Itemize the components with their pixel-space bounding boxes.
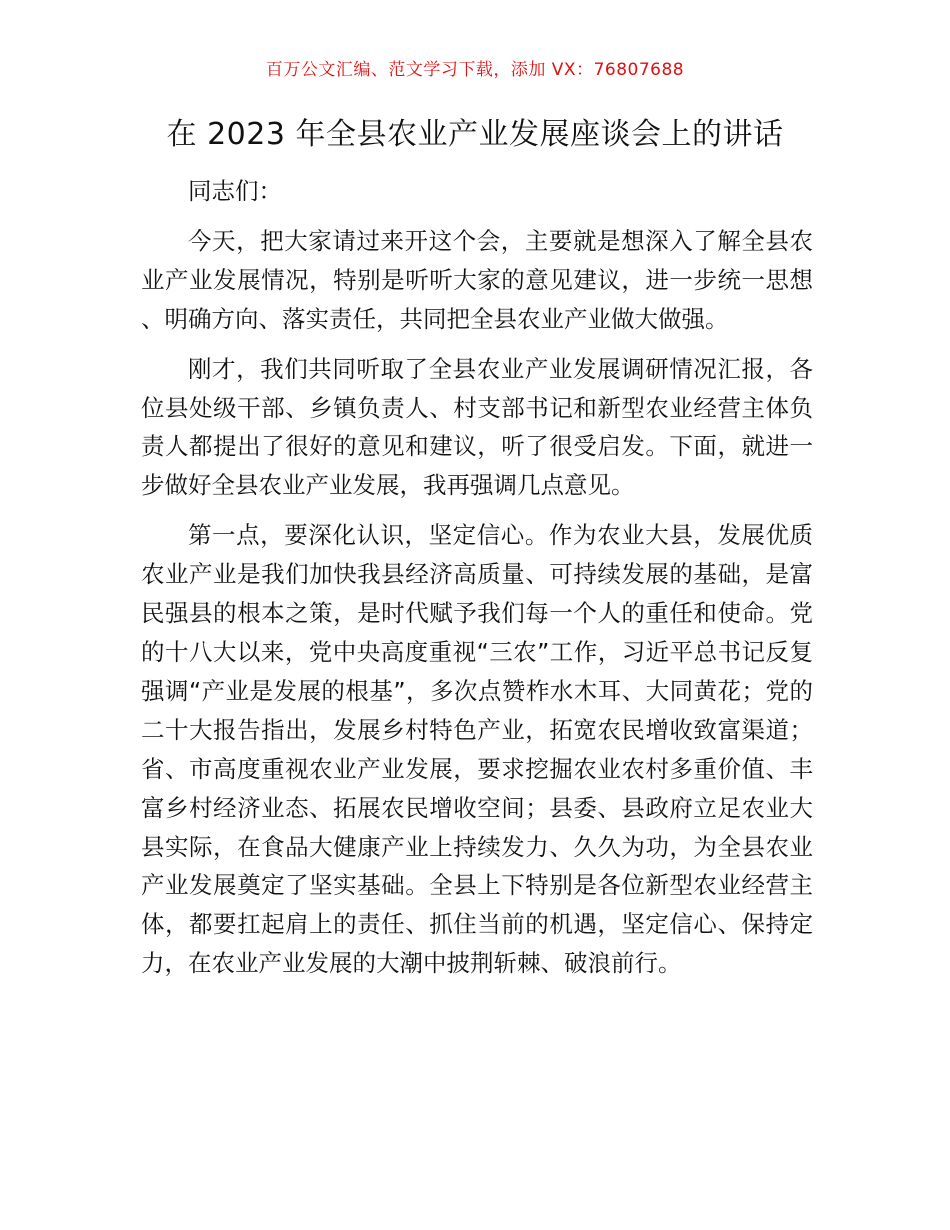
speech-body — [141, 172, 813, 994]
watermark-banner: 百万公文汇编、范文学习下载，添加 VX：76807688 — [265, 60, 685, 80]
document-title: 在 2023 年全县农业产业发展座谈会上的讲话 — [166, 117, 784, 152]
paragraph-point-one: 第一点，要深化认识，坚定信心。作为农业大县，发展优质农业产业是我们加快我县经济高质量、可持续发展的基础，是富民强县的根本之策，是时代赋予我们每一个人的重任和使命。党的十八大以来，党中央高度重视“三农”工作，习近平总书记反复强调“产业是发展的根基”，多次点赞柞水木耳、大同黄花；党的二十大报告指出，发展乡村特色产业，拓宽农民增收致富渠道；省、市高度重视农业产业发展，要求挖掘农业农村多重价值、丰富乡村经济业态、拓展农民增收空间；县委、县政府立足农业大县实际，在食品大健康产业上持续发力、久久为功，为全县农业产业发展奠定了坚实基础。全县上下特别是各位新型农业经营主体，都要扛起肩上的责任、抓住当前的机遇，坚定信心、保持定力，在农业产业发展的大潮中披荆斩棘、破浪前行。 — [141, 521, 813, 978]
paragraph-opening: 今天，把大家请过来开这个会，主要就是想深入了解全县农业产业发展情况，特别是听听大家的意见建议，进一步统一思想、明确方向、落实责任，共同把全县农业产业做大做强。 — [141, 226, 813, 333]
greeting-line: 同志们： — [188, 177, 282, 205]
paragraph-summary: 刚才，我们共同听取了全县农业产业发展调研情况汇报，各位县处级干部、乡镇负责人、村支部书记和新型农业经营主体负责人都提出了很好的意见和建议，听了很受启发。下面，就进一步做好全县农业产业发展，我再强调几点意见。 — [141, 354, 813, 500]
